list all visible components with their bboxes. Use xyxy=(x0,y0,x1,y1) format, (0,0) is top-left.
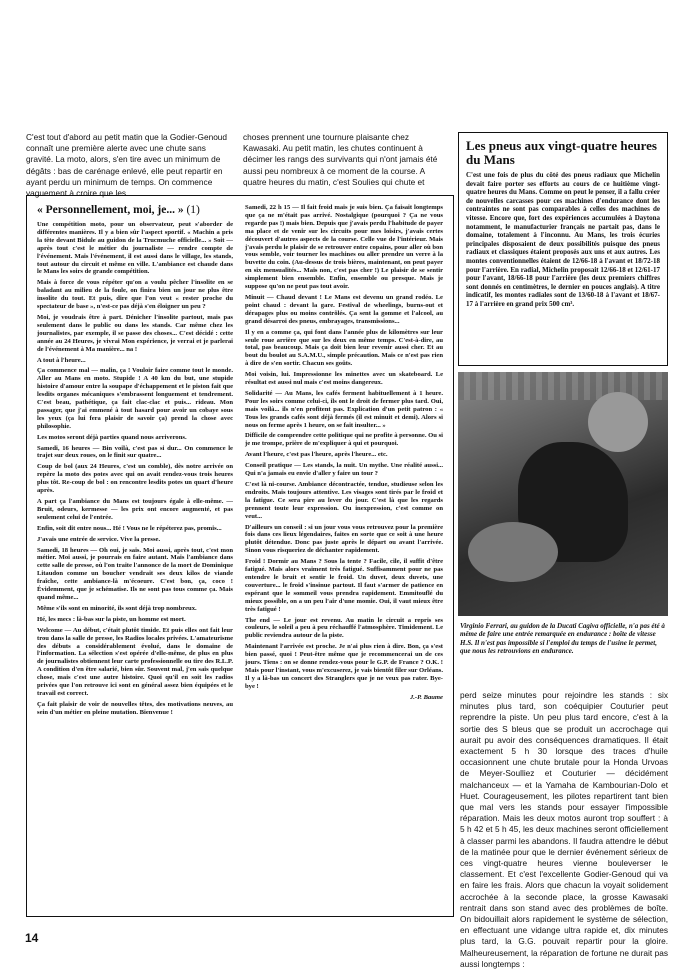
article-paragraph: Solidarité — Au Mans, les cafés ferment habituellement à 1 heure. Pour les soirs comme celui-ci, ils ont le droit de fermer plus tard. Oui, mais voilà... ils n'en profitent pas. Explication d'un petit patron : « Tous les grands cafés sont déjà fermés (il est minuit et demi). Alors si nous on ferme après 1 heure, on se fait insulter... » xyxy=(245,389,443,429)
article-paragraph: Moi, je voudrais être à part. Dénicher l'insolite partout, mais pas seulement dans le public ou dans les stands. Car même chez les journalistes, par exemple, il se passe des choses... C'est décidé : cette année au 24 Heures, je vivrai Mon expérience, je verrai et je parlerai de l'événement à Ma manière... na ! xyxy=(37,313,233,353)
photo-caption: Virginio Ferrari, au guidon de la Ducati Cagiva officielle, n'a pas été à même de faire une entrée remarquée en endurance : boîte de vitesse H.S. Il n'est pas impossible si l'emploi du temps de l'usine le permet, que nous les retrouvions en endurance. xyxy=(460,622,665,656)
boxed-article-left-text xyxy=(37,221,233,717)
article-paragraph: Difficile de comprendre cette politique qui ne profite à personne. Ou si je me trompe, prière de m'expliquer à qui et pourquoi. xyxy=(245,432,443,448)
article-paragraph: A part ça l'ambiance du Mans est toujours égale à elle-même. — Bruit, odeurs, kermesse — les prix ont encore augmenté, et pas seulement celui de l'entrée. xyxy=(37,498,233,521)
article-paragraph: Conseil pratique — Les stands, la nuit. Un mythe. Une réalité aussi... Qui n'a jamais eu envie d'aller y faire un tour ? xyxy=(245,462,443,478)
photo-wheel-shape xyxy=(468,522,558,582)
photo-crowd-shape xyxy=(458,372,668,400)
sidebar-text: C'est une fois de plus du côté des pneus radiaux que Michelin devait faire porter ses efforts au cours de ce huitième vingt-quatre heures du Mans. Comme on peut le penser, il a fallu créer de nouvelles carcasses pour ces machines d'endurance dont les contraintes ne sont pas comparables à celles des machines de vitesse. Encore que, fort des expériences accumulées à Daytona notamment, le manufacturier français ne partait pas, dans le domaine, totalement à l'inconnu. Au Mans, les trois écuries principales disposaient de deux possibilités puisque des pneus radiaux et classiques étaient proposés aux uns et aux autres. Les montes conventionnelles étaient de 12/66-18 à l'avant et 18/72-18 pour l'arrière. En radial, Michelin proposait 12/66-18 et 12/61-17 pour l'avant, 18/66-18 pour l'arrière (les deux premiers chiffres sont donnés en centimètres, le dernier en pouces anglais). A titre indicatif, les montes radiales sont de 13/60-18 à l'avant et 18/67-17 à l'arrière en grand prix 500 cm³. xyxy=(466,171,660,308)
article-paragraph: Ça fait plaisir de voir de nouvelles têtes, des motivations neuves, au sein d'un métier en pleine mutation. Bienvenue ! xyxy=(37,700,233,716)
article-paragraph: Coup de bol (aux 24 Heures, c'est un comble), dès notre arrivée on repère la moto des potes avec qui on avait rendez-vous trois heures plus tôt. Re-coup de bol : on rencontre lesdits potes un quart d'heure après. xyxy=(37,463,233,495)
article-paragraph: Minuit — Chaud devant ! Le Mans est devenu un grand rodéo. Le point chaud : devant la gare. Festival de wheelings, burns-out et dérapages plus ou moins contrôlés. Ça sent la gomme et l'alcool, au grand désarroi des pneus, embrayages, transmissions... xyxy=(245,293,443,325)
article-paragraph: Les motos seront déjà parties quand nous arriverons. xyxy=(37,433,187,441)
article-paragraph: Hé, les mecs : là-bas sur la piste, un homme est mort. xyxy=(37,615,186,623)
boxed-article-title-note: (1) xyxy=(186,204,200,216)
article-paragraph: Une compétition moto, pour un observateur, peut s'aborder de différentes manières. Il y a bien sûr l'aspect sportif. « Machin a pris la tête devant Bidule au guidon de la Trucmuche officielle... » Soit — après tout c'est le métier du journaliste — rendre compte de l'événement. Mais l'événement, il est aussi dans le village, les stands, tout autour du circuit et même en ville. L'ambiance est chaude dans le Mans les soirs de grande compétition. xyxy=(37,221,233,276)
article-paragraph: Avant l'heure, c'est pas l'heure, après l'heure... etc. xyxy=(245,451,388,459)
right-column xyxy=(460,690,668,969)
article-paragraph: Enfin, soit dit entre nous... Hé ! Vous ne le répéterez pas, promis... xyxy=(37,524,222,532)
boxed-article-right-column xyxy=(245,204,443,900)
article-paragraph: A tout à l'heure... xyxy=(37,356,86,364)
article-paragraph: Moi voisin, lui. Impressionne les minettes avec un skateboard. Le résultat est aussi nul mais c'est moins dangereux. xyxy=(245,371,443,387)
intro-column-2 xyxy=(243,132,449,188)
right-column-text: perd seize minutes pour rejoindre les stands : six minutes plus tard, son coéquipier Couturier peut reprendre la piste. Un peu plus tard encore, c'est à la sortie des S bleus que se produit un accrochage qui aurait pu avoir des conséquences dramatiques. Il était exactement 5 h 30 lorsque des traces d'huile occasionnent une chute brutale pour la Honda Urvoas de Meyer-Soulliez et Couturier — décidément malchanceux — et la Yamaha de Kambourian-Dolo et Huet. Courageusement, les pilotes repartirent tant bien que mal vers les stands pour essayer l'impossible réparation. Mais les deux motos auront trop souffert : à 5 h 42 et 5 h 45, les deux machines seront officiellement à classer parmi les abandons. Il faudra attendre le début de la matinée pour que le dernier événement sérieux de ces vingt-quatre heures vienne bouleverser le classement. Et c'est l'excellente Godier-Genoud qui va en faire les frais. Alors que chacun la voyait solidement accrochée à la seconde place, la grosse Kawasaki rentrait dans son stand avec des problèmes de boîte. On bidouillait alors rapidement le système de sélection, en effectuant une vidange ultra rapide et, dix minutes plus tard, la G.G. pouvait repartir pour la gloire. Malheureusement, la réparation de fortune ne durait pas aussi longtemps : xyxy=(460,690,668,969)
article-paragraph: Samedi, 18 heures — Oh oui, je sais. Moi aussi, après tout, c'est mon métier. Moi aussi, je pourrais en faire autant. Mais l'ambiance dans cette salle de presse, où l'on traite l'annonce de la mort de Dominique Litaudon comme un boucher vendrait ses deux kilos de viande fraîche, cette ambiance-là m'écoeure. C'est bon, ça, coco ! Évidemment, que je schématise. Ils ne sont pas tous comme ça. Mais quand même... xyxy=(37,546,233,601)
article-signature: J.-P. Baume xyxy=(409,693,443,701)
intro-column-1 xyxy=(26,132,232,199)
article-paragraph: C'est là ni-course. Ambiance décontractée, tendue, studieuse selon les endroits. Mais toujours attentive. Les visages sont tirés par le froid et la fatigue. Ce sera pire au lever du jour. C'est là que les regards prennent toute leur expression. Ou inexpression, c'est comme on veut... xyxy=(245,481,443,520)
article-paragraph: Samedi, 16 heures — Bin voilà, c'est pas si dur... On commence le trajet sur deux roues, on le finit sur quatre... xyxy=(37,444,233,460)
photo-helmet-shape xyxy=(588,392,648,452)
article-paragraph: Samedi, 22 h 15 — Il fait froid mais je suis bien. Ça faisait longtemps que ça ne m'était pas arrivé. Nostalgique (pourquoi ? Ça ne vous regarde pas !) mais bien. Depuis que j'avais perdu l'habitude de payer ma place et de venir sur les circuits pour mes loisirs, j'avais certes découvert d'autres aspects de la course. Celle vue de l'intérieur. Mais j'avais perdu le plaisir de se retrouver entre copains, pour aller où bon vous semble, voir tourner les machines ou aller prendre un verre à la buvette du coin. (Au-dessus de trois bières, maintenant, on peut payer en six mensualités... Mais non, c'est pas cher !) Le plaisir de se sentir simplement bien ensemble. Enfin, ensemble ou presque. Mais je suppose qu'on ne peut pas tout avoir. xyxy=(245,204,443,291)
page-number: 14 xyxy=(25,931,39,945)
article-paragraph: Même s'ils sont en minorité, ils sont déjà trop nombreux. xyxy=(37,604,197,612)
photo-caption-block xyxy=(460,622,668,656)
article-paragraph: The end — Le jour est revenu. Au matin le circuit a repris ses couleurs, le soleil a peu à peu réchauffé l'atmosphère. Timidement. Le public reviendra autour de la piste. xyxy=(245,616,443,640)
article-paragraph: Ça commence mal — malin, ça ! Vouloir faire comme tout le monde. Aller au Mans en moto. Stupide ! A 40 km du but, une stupide histoire d'amour entre la soupape d'échappement et le piston fait que lesdits organes mécaniques s'embrassent longuement et tendrement. C'est beau, pathétique, ça fait clac-clac et puis... rideau. Mon passager, que j'ai emmené à tout hasard pour avoir un cobaye sous les yeux (ça lui fera plaisir de savoir ça) prend la chose avec philosophie. xyxy=(37,367,233,430)
motorcycle-photo xyxy=(458,372,668,616)
article-paragraph: Welcome — Au début, c'était plutôt timide. Et puis elles ont fait leur trou dans la salle de presse, les Radios locales privées. L'amateurisme des débuts a considérablement évolué, dans le domaine de l'information. La sélection s'est opérée d'elle-même, de plus en plus de journalistes obtiennent leur carte professionnelle ou tire des R.L.P. A condition d'en être salarié, bien sûr. Souvent mal, j'en sais quelque chose, mais c'est une autre histoire. Quoi qu'il en soit les radios privées que l'on retrouve ici sont en général assez bien équipées et le travail est correct. xyxy=(37,626,233,697)
intro-text-1: C'est tout d'abord au petit matin que la Godier-Genoud connaît une première alerte avec une chute sans gravité. La moto, alors, s'en tire avec un minimum de dégâts : bas de carénage enlevé, elle peut repartir en ayant perdu un minimum de temps. On commence vaguement à croire que les xyxy=(26,132,228,199)
boxed-article-title-text: « Personnellement, moi, je... » xyxy=(37,204,184,216)
boxed-article-left-column xyxy=(37,204,233,900)
intro-text-2: choses prennent une tournure plaisante chez Kawasaki. Au petit matin, les chutes continuent à décimer les rangs des survivants qui n'ont jamais été aussi peu nombreux à ce moment de la course. A quatre heures du matin, c'est Soulies qui chute et xyxy=(243,132,438,187)
tires-sidebar xyxy=(458,132,668,366)
boxed-article xyxy=(26,195,454,917)
sidebar-title: Les pneus aux vingt-quatre heures du Mans xyxy=(466,138,657,167)
article-paragraph: J'avais une entrée de service. Vive la presse. xyxy=(37,535,161,543)
article-paragraph: D'ailleurs un conseil : si un jour vous vous retrouvez pour la première fois dans ces lieux légendaires, faites en sorte que ce soit à une heure plutôt détendue. Donc pas juste après le départ ou avant l'arrivée. Sinon vous risqueriez de déchanter rapidement. xyxy=(245,523,443,555)
article-paragraph: Froid ! Dormir au Mans ? Sous la tente ? Facile, cile, il suffit d'être fatigué. Mais alors vraiment très fatigué. Suffisamment pour ne pas entendre le bruit et sentir le froid. Un duvet, deux duvets, une couverture... le froid s'insinue partout. Il faut s'armer de patience en espérant que le sommeil vous prendra rapidement. Emmitouflé du mieux possible, on a un peu l'air d'une momie. Oui, il vaut mieux être très fatigué ! xyxy=(245,558,443,613)
article-paragraph: Il y en a comme ça, qui font dans l'année plus de kilomètres sur leur seule roue arrière que sur les deux en même temps. C'est-à-dire, au total, pas beaucoup. Mais ça doit bien leur revenir aussi cher. Et au bout du boulot au S.A.M.U., simple précaution. Mais ce n'est pas rien à dire de s'en sortir. Chacun ses goûts. xyxy=(245,328,443,368)
boxed-article-title xyxy=(37,204,233,216)
article-paragraph: Mais à force de vous répéter qu'on a voulu pêcher l'insolite en se baladant au milieu de la foule, on finira bien un jour ne plus être insolite du tout. Et puis, dire que l'on veut « rester proche du spectateur de base », n'est-ce pas déjà s'en éloigner un peu ? xyxy=(37,279,233,311)
boxed-article-right-text xyxy=(245,204,443,691)
article-paragraph: Maintenant l'arrivée est proche. Je n'ai plus rien à dire. Bon, ça s'est bien passé, quoi ! Peut-être même que je recommencerai un de ces jours. Tiens : on se donne rendez-vous pour le G.P. de France ? O.K. ! Mais pour l'instant, vous m'excuserez, je vais bientôt filer sur Orléans. Il y a là-bas un concert des Stranglers que je ne veux pas rater. Bye-bye ! xyxy=(245,643,443,690)
